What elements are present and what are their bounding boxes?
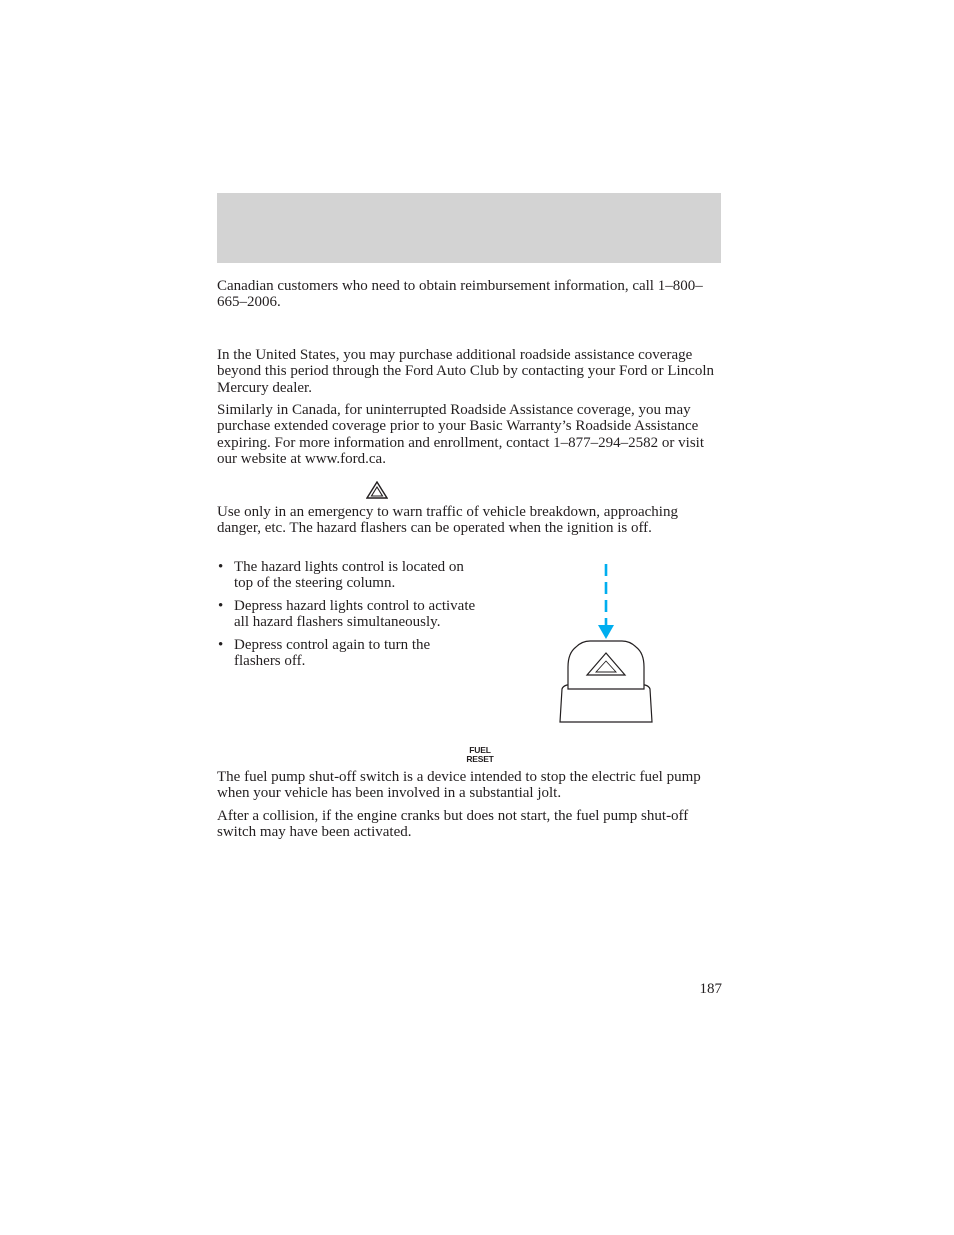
hazard-button-icon — [560, 641, 652, 722]
canada-coverage-paragraph: Similarly in Canada, for uninterrupted Roadside Assistance coverage, you may purchase extended coverage prior to your Basic Warranty’s Roadside Assistance expiring. For more information and enrollment, contact 1–877–294–2582 or visit our website at www.ford.ca. — [217, 402, 704, 467]
list-item-text: Depress hazard lights control to activate all hazard flashers simultaneously. — [234, 598, 476, 631]
fuel-reset-symbol — [461, 746, 499, 764]
hazard-intro-paragraph: Use only in an emergency to warn traffic of vehicle breakdown, approaching danger, etc. The hazard flashers can be operated when the ignition is off. — [217, 504, 678, 537]
list-item — [217, 637, 479, 670]
section-header-band — [217, 193, 721, 263]
bullet-marker: • — [218, 637, 224, 654]
list-item — [217, 559, 479, 592]
bullet-marker: • — [218, 559, 224, 575]
page-number: 187 — [699, 981, 722, 997]
bullet-marker: • — [218, 598, 224, 615]
fuel-pump-collision-paragraph: After a collision, if the engine cranks but does not start, the fuel pump shut-off switch may have been activated. — [217, 808, 689, 841]
list-item — [217, 598, 479, 631]
list-item-text: The hazard lights control is located on top of the steering column. — [234, 559, 464, 592]
fuel-reset-line-2: RESET — [466, 754, 494, 764]
hazard-instructions-list — [217, 559, 479, 676]
fuel-reset-line-1: FUEL — [469, 745, 491, 755]
us-coverage-paragraph: In the United States, you may purchase additional roadside assistance coverage beyond this period through the Ford Auto Club by contacting your Ford or Lincoln Mercury dealer. — [217, 347, 715, 396]
list-item-text: Depress control again to turn the flashers off. — [234, 637, 431, 670]
hazard-control-illustration — [556, 561, 656, 727]
hazard-triangle-icon — [366, 481, 388, 499]
dashed-arrow-down-icon — [598, 564, 614, 639]
canada-reimbursement-paragraph: Canadian customers who need to obtain reimbursement information, call 1–800–665–2006. — [217, 278, 703, 311]
fuel-pump-intro-paragraph: The fuel pump shut-off switch is a device intended to stop the electric fuel pump when your vehicle has been involved in a substantial jolt. — [217, 769, 701, 802]
